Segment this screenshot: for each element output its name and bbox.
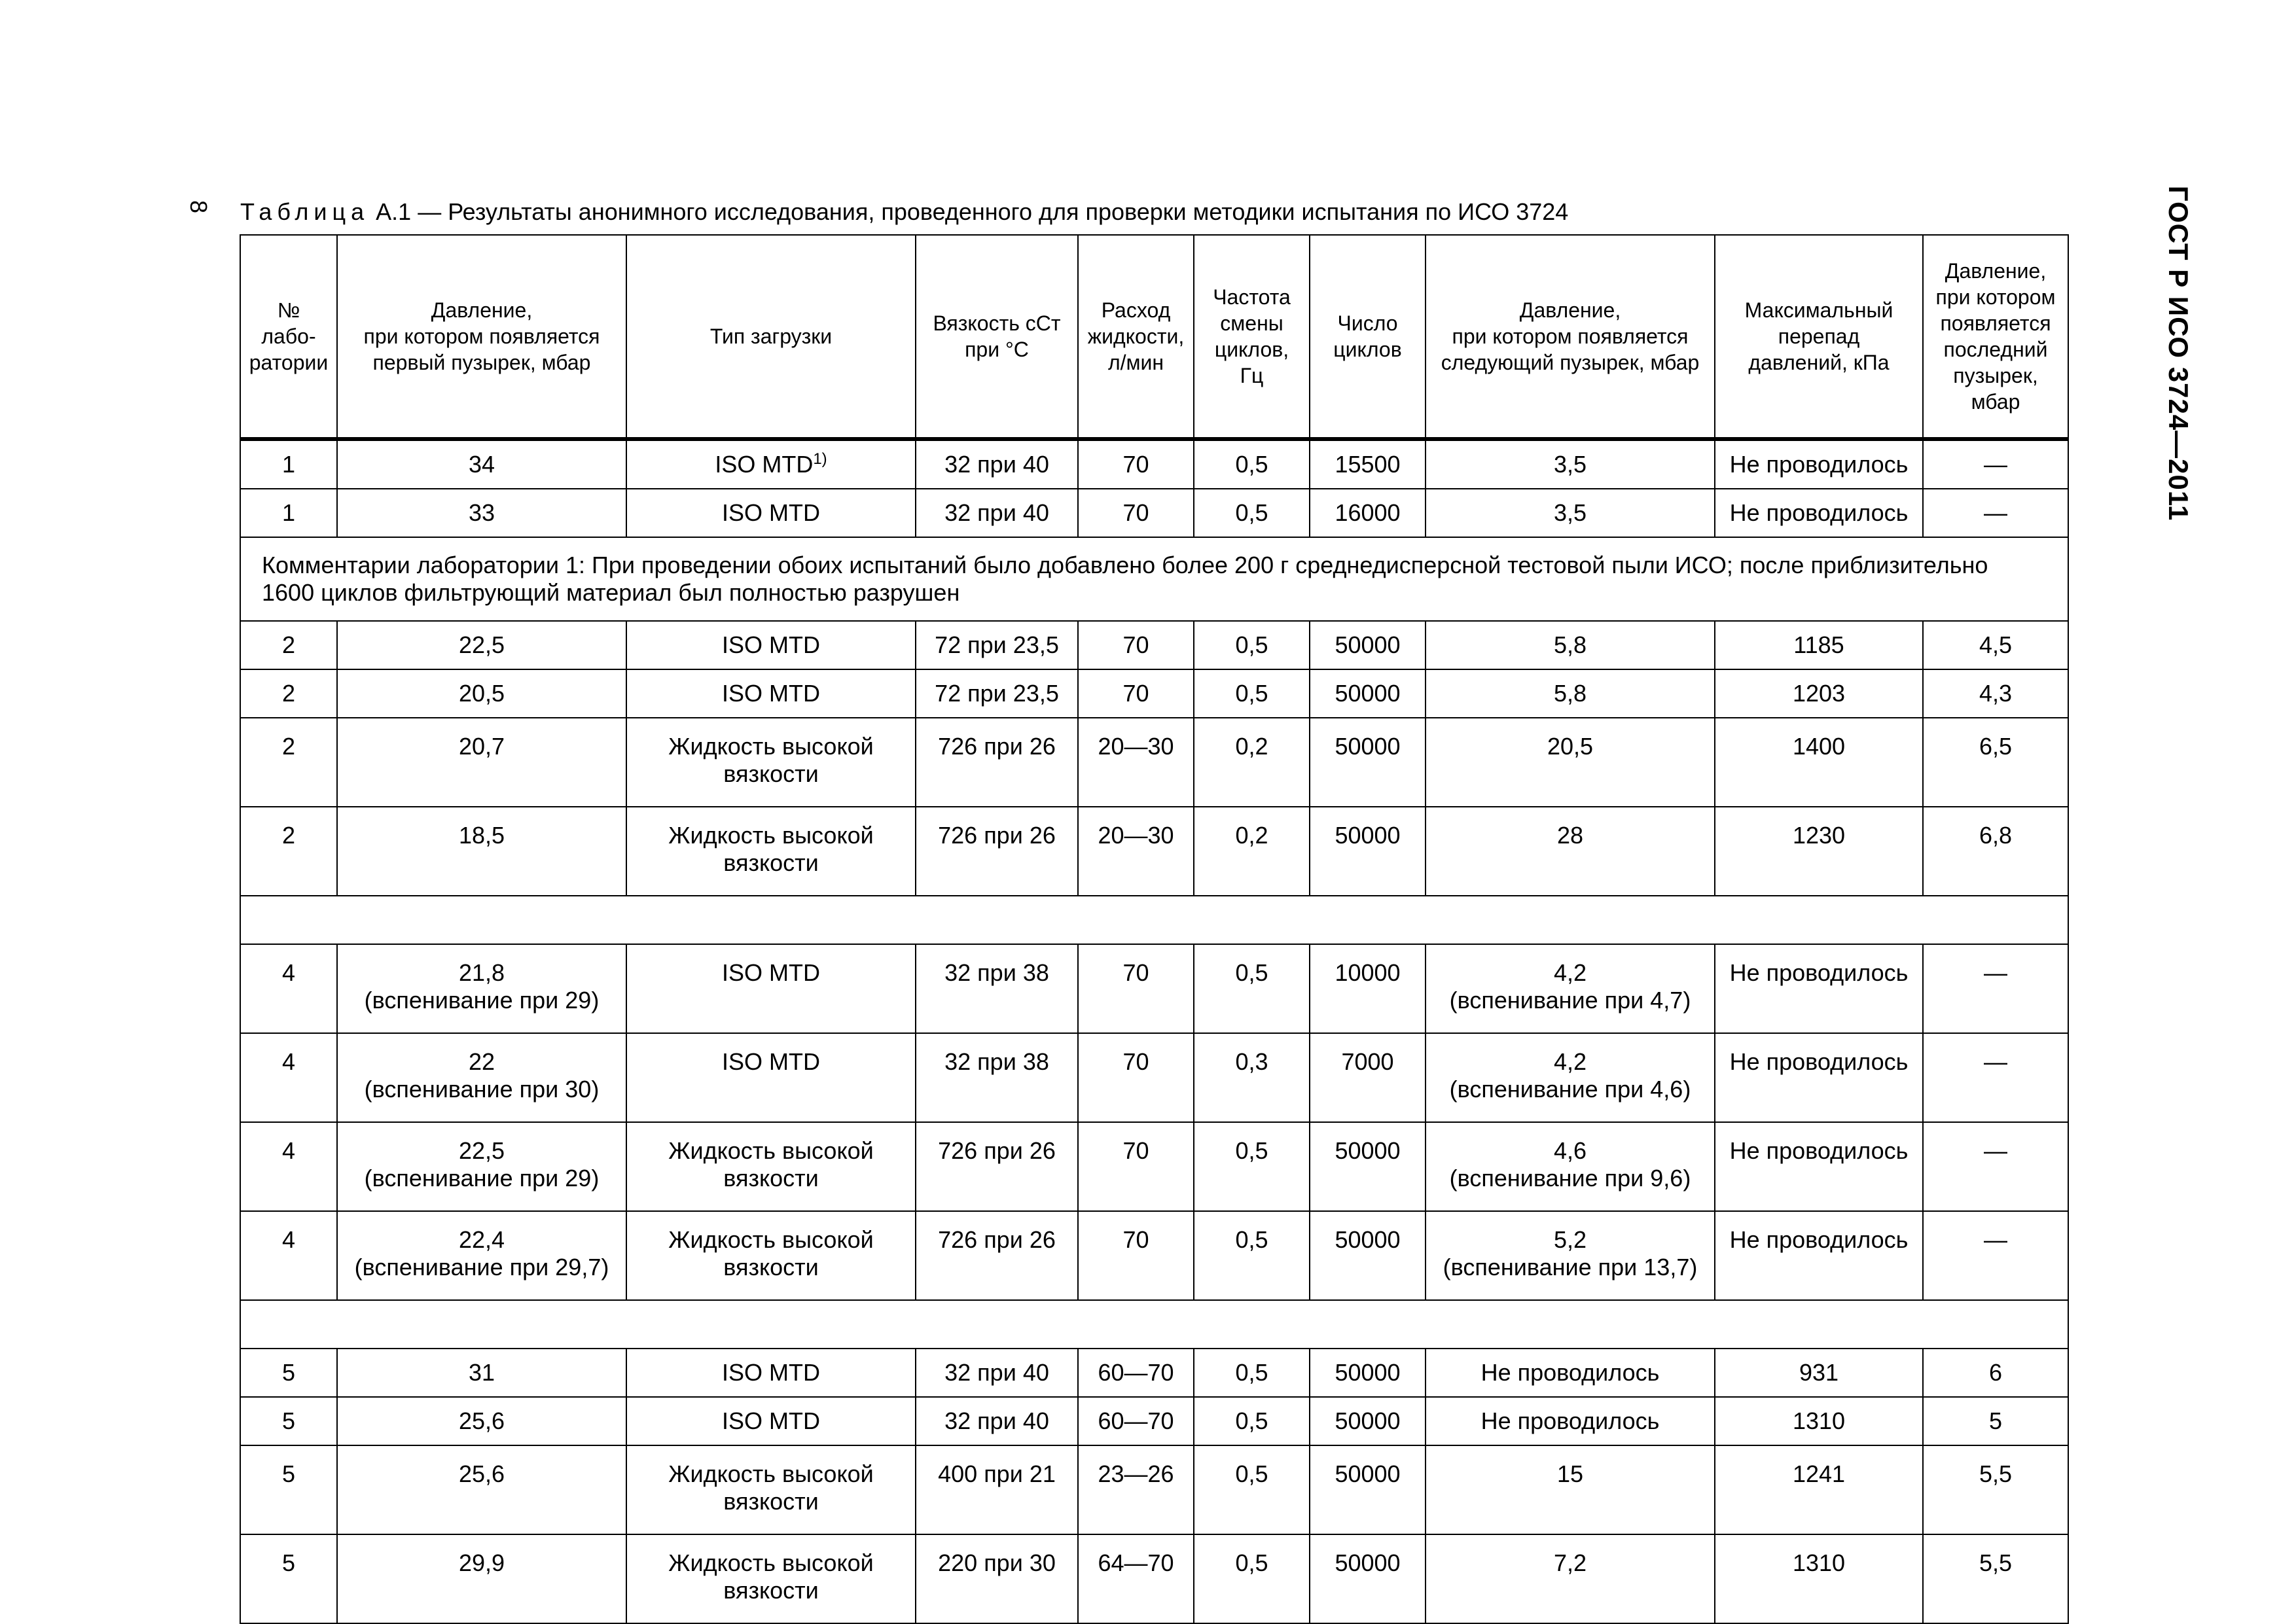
cell-line: (вспенивание при 13,7) bbox=[1443, 1254, 1698, 1280]
cell-line: Частота bbox=[1213, 285, 1291, 309]
document-code: ГОСТ Р ИСО 3724—2011 bbox=[2163, 185, 2194, 521]
results-table bbox=[240, 234, 2069, 1624]
separator-row bbox=[240, 896, 2068, 944]
cell-line: Жидкость высокой bbox=[668, 733, 874, 760]
cell-line: 31 bbox=[468, 1359, 495, 1386]
table-row bbox=[240, 944, 2068, 1033]
cell-cycle-frequency: 0,5 bbox=[1194, 621, 1310, 669]
cell-line: 34 bbox=[468, 451, 495, 478]
cell-flow-rate: 70 bbox=[1078, 944, 1194, 1033]
cell-line: давлений, кПа bbox=[1748, 351, 1890, 374]
cell-line: 20,5 bbox=[1547, 733, 1594, 760]
cell-line: циклов, bbox=[1214, 338, 1289, 361]
cell-cycle-frequency: 0,5 bbox=[1194, 1445, 1310, 1534]
lab-comment bbox=[240, 537, 2068, 621]
cell-viscosity: 726 при 26 bbox=[916, 1211, 1078, 1300]
cell-max-pressure-drop: Не проводилось bbox=[1715, 1122, 1923, 1211]
cell-line: 15 bbox=[1556, 1460, 1584, 1487]
cell-lab: 5 bbox=[240, 1397, 337, 1445]
cell-viscosity: 726 при 26 bbox=[916, 807, 1078, 896]
cell-lab: 5 bbox=[240, 1445, 337, 1534]
cell-load-type bbox=[626, 1033, 916, 1122]
cell-max-pressure-drop: 1310 bbox=[1715, 1397, 1923, 1445]
cell-line: 20,5 bbox=[458, 680, 505, 707]
cell-first-bubble-pressure bbox=[337, 1033, 626, 1122]
cell-line: вязкости bbox=[723, 1577, 819, 1604]
cell-viscosity: 32 при 38 bbox=[916, 944, 1078, 1033]
cell-line: ISO MTD bbox=[722, 1407, 820, 1434]
header-next-bubble-pressure bbox=[1426, 235, 1715, 439]
cell-line: 25,6 bbox=[458, 1407, 505, 1434]
cell-max-pressure-drop: 931 bbox=[1715, 1349, 1923, 1397]
cell-first-bubble-pressure bbox=[337, 1349, 626, 1397]
cell-flow-rate: 70 bbox=[1078, 1033, 1194, 1122]
cell-line: 7,2 bbox=[1553, 1549, 1587, 1576]
cell-load-type bbox=[626, 621, 916, 669]
header-last-bubble-pressure bbox=[1923, 235, 2068, 439]
cell-line: Максимальный bbox=[1744, 298, 1893, 322]
cell-line: Вязкость сСт bbox=[933, 311, 1061, 335]
cell-first-bubble-pressure bbox=[337, 1445, 626, 1534]
cell-line: последний bbox=[1943, 338, 2048, 361]
cell-lab: 4 bbox=[240, 1122, 337, 1211]
table-body bbox=[240, 439, 2068, 1623]
cell-line: смены bbox=[1220, 311, 1283, 335]
cell-line: Жидкость высокой bbox=[668, 1137, 874, 1164]
cell-line: 25,6 bbox=[458, 1460, 505, 1487]
header-first-bubble-pressure bbox=[337, 235, 626, 439]
cell-cycle-frequency: 0,5 bbox=[1194, 439, 1310, 489]
cell-viscosity: 32 при 40 bbox=[916, 489, 1078, 537]
cell-lab: 4 bbox=[240, 1033, 337, 1122]
header-load-type bbox=[626, 235, 916, 439]
cell-line: ISO MTD bbox=[722, 959, 820, 986]
cell-viscosity: 220 при 30 bbox=[916, 1534, 1078, 1623]
cell-line: Не проводилось bbox=[1480, 1359, 1660, 1386]
cell-line: ISO MTD bbox=[722, 680, 820, 707]
cell-line: вязкости bbox=[723, 760, 819, 787]
cell-line: следующий пузырек, мбар bbox=[1441, 351, 1700, 374]
cell-line: (вспенивание при 9,6) bbox=[1449, 1165, 1691, 1192]
cell-line: мбар bbox=[1971, 390, 2020, 414]
separator-row bbox=[240, 1300, 2068, 1349]
cell-load-type bbox=[626, 1534, 916, 1623]
cell-line: Тип загрузки bbox=[709, 325, 833, 348]
cell-line: 4,2 bbox=[1553, 959, 1587, 986]
cell-max-pressure-drop: 1230 bbox=[1715, 807, 1923, 896]
table-row bbox=[240, 439, 2068, 489]
cell-last-bubble-pressure: — bbox=[1923, 1211, 2068, 1300]
cell-first-bubble-pressure bbox=[337, 807, 626, 896]
header-cycle-count bbox=[1310, 235, 1426, 439]
cell-load-type bbox=[626, 944, 916, 1033]
header-row bbox=[240, 235, 2068, 439]
cell-last-bubble-pressure: 5 bbox=[1923, 1397, 2068, 1445]
cell-max-pressure-drop: Не проводилось bbox=[1715, 439, 1923, 489]
cell-line: 22,5 bbox=[458, 631, 505, 658]
cell-line: Давление, bbox=[431, 298, 533, 322]
cell-line: Давление, bbox=[1945, 259, 2047, 283]
cell-max-pressure-drop: 1310 bbox=[1715, 1534, 1923, 1623]
table-row bbox=[240, 1211, 2068, 1300]
cell-line: появляется bbox=[1940, 311, 2051, 335]
cell-cycle-count: 50000 bbox=[1310, 621, 1426, 669]
cell-cycle-count: 50000 bbox=[1310, 1122, 1426, 1211]
cell-load-type bbox=[626, 669, 916, 718]
cell-cycle-frequency: 0,5 bbox=[1194, 1397, 1310, 1445]
cell-first-bubble-pressure bbox=[337, 1211, 626, 1300]
cell-cycle-frequency: 0,5 bbox=[1194, 1534, 1310, 1623]
cell-line: 20,7 bbox=[458, 733, 505, 760]
cell-viscosity: 32 при 40 bbox=[916, 439, 1078, 489]
cell-cycle-count: 50000 bbox=[1310, 1349, 1426, 1397]
cell-viscosity: 72 при 23,5 bbox=[916, 669, 1078, 718]
cell-line: Расход bbox=[1101, 298, 1171, 322]
cell-line: ISO MTD bbox=[715, 451, 814, 478]
cell-first-bubble-pressure bbox=[337, 718, 626, 807]
separator-cell bbox=[240, 896, 2068, 944]
cell-last-bubble-pressure: 6,8 bbox=[1923, 807, 2068, 896]
cell-line: вязкости bbox=[723, 1488, 819, 1515]
cell-line: вязкости bbox=[723, 849, 819, 876]
cell-cycle-count: 50000 bbox=[1310, 1211, 1426, 1300]
cell-flow-rate: 70 bbox=[1078, 1211, 1194, 1300]
cell-cycle-count: 50000 bbox=[1310, 1397, 1426, 1445]
cell-last-bubble-pressure: — bbox=[1923, 1122, 2068, 1211]
table-row bbox=[240, 1033, 2068, 1122]
cell-next-bubble-pressure bbox=[1426, 1397, 1715, 1445]
cell-next-bubble-pressure bbox=[1426, 1211, 1715, 1300]
cell-line: при котором bbox=[1935, 285, 2056, 309]
cell-line: № bbox=[277, 298, 300, 322]
cell-line: пузырек, bbox=[1953, 364, 2038, 387]
table-row bbox=[240, 1397, 2068, 1445]
caption-text: А.1 — Результаты анонимного исследования, проведенного для проверки методики испытания по ИСО 3724 bbox=[369, 198, 1569, 225]
cell-next-bubble-pressure bbox=[1426, 1349, 1715, 1397]
cell-lab: 5 bbox=[240, 1534, 337, 1623]
cell-lab: 4 bbox=[240, 944, 337, 1033]
cell-line: первый пузырек, мбар bbox=[372, 351, 591, 374]
cell-line: вязкости bbox=[723, 1165, 819, 1192]
cell-first-bubble-pressure bbox=[337, 489, 626, 537]
cell-next-bubble-pressure bbox=[1426, 621, 1715, 669]
cell-cycle-count: 50000 bbox=[1310, 718, 1426, 807]
cell-viscosity: 400 при 21 bbox=[916, 1445, 1078, 1534]
table-row bbox=[240, 807, 2068, 896]
cell-line: 18,5 bbox=[458, 822, 505, 849]
cell-load-type bbox=[626, 439, 916, 489]
cell-lab: 2 bbox=[240, 718, 337, 807]
cell-cycle-frequency: 0,2 bbox=[1194, 718, 1310, 807]
cell-line: (вспенивание при 30) bbox=[364, 1076, 600, 1103]
cell-line: 3,5 bbox=[1553, 499, 1587, 526]
cell-last-bubble-pressure: — bbox=[1923, 439, 2068, 489]
cell-flow-rate: 70 bbox=[1078, 669, 1194, 718]
cell-last-bubble-pressure: 5,5 bbox=[1923, 1445, 2068, 1534]
cell-next-bubble-pressure bbox=[1426, 1445, 1715, 1534]
cell-line: 33 bbox=[468, 499, 495, 526]
cell-next-bubble-pressure bbox=[1426, 439, 1715, 489]
cell-line: 5,2 bbox=[1553, 1226, 1587, 1253]
cell-next-bubble-pressure bbox=[1426, 944, 1715, 1033]
cell-line: при котором появляется bbox=[363, 325, 600, 348]
cell-next-bubble-pressure bbox=[1426, 669, 1715, 718]
cell-first-bubble-pressure bbox=[337, 1397, 626, 1445]
cell-line: Жидкость высокой bbox=[668, 1549, 874, 1576]
cell-cycle-count: 50000 bbox=[1310, 1445, 1426, 1534]
cell-lab: 2 bbox=[240, 669, 337, 718]
cell-line: ISO MTD bbox=[722, 1048, 820, 1075]
cell-first-bubble-pressure bbox=[337, 621, 626, 669]
cell-line: Давление, bbox=[1519, 298, 1621, 322]
cell-line: жидкости, bbox=[1087, 325, 1185, 348]
cell-last-bubble-pressure: — bbox=[1923, 489, 2068, 537]
cell-first-bubble-pressure bbox=[337, 669, 626, 718]
cell-max-pressure-drop: Не проводилось bbox=[1715, 944, 1923, 1033]
cell-line: лабо- bbox=[261, 325, 316, 348]
cell-load-type bbox=[626, 1122, 916, 1211]
cell-viscosity: 32 при 40 bbox=[916, 1397, 1078, 1445]
cell-line: при котором появляется bbox=[1452, 325, 1689, 348]
cell-viscosity: 32 при 40 bbox=[916, 1349, 1078, 1397]
table-row bbox=[240, 1349, 2068, 1397]
cell-line: вязкости bbox=[723, 1254, 819, 1280]
comment-row bbox=[240, 537, 2068, 621]
cell-next-bubble-pressure bbox=[1426, 718, 1715, 807]
cell-last-bubble-pressure: 6,5 bbox=[1923, 718, 2068, 807]
table-row bbox=[240, 1122, 2068, 1211]
header-viscosity bbox=[916, 235, 1078, 439]
table-row bbox=[240, 1534, 2068, 1623]
cell-line: 5,8 bbox=[1553, 680, 1587, 707]
header-flow-rate bbox=[1078, 235, 1194, 439]
cell-line: 3,5 bbox=[1553, 451, 1587, 478]
cell-line: Жидкость высокой bbox=[668, 822, 874, 849]
cell-cycle-count: 50000 bbox=[1310, 1534, 1426, 1623]
cell-flow-rate: 70 bbox=[1078, 1122, 1194, 1211]
cell-first-bubble-pressure bbox=[337, 944, 626, 1033]
cell-line: Гц bbox=[1240, 364, 1264, 387]
header-cycle-frequency bbox=[1194, 235, 1310, 439]
cell-last-bubble-pressure: — bbox=[1923, 944, 2068, 1033]
header-lab bbox=[240, 235, 337, 439]
cell-lab: 1 bbox=[240, 439, 337, 489]
cell-cycle-frequency: 0,5 bbox=[1194, 669, 1310, 718]
cell-cycle-count: 7000 bbox=[1310, 1033, 1426, 1122]
cell-load-type bbox=[626, 718, 916, 807]
cell-line: ратории bbox=[249, 351, 329, 374]
cell-line: 4,6 bbox=[1553, 1137, 1587, 1164]
cell-lab: 4 bbox=[240, 1211, 337, 1300]
cell-cycle-count: 10000 bbox=[1310, 944, 1426, 1033]
cell-line: Не проводилось bbox=[1480, 1407, 1660, 1434]
cell-cycle-frequency: 0,5 bbox=[1194, 489, 1310, 537]
page-number: 8 bbox=[185, 200, 212, 214]
cell-line: 22 bbox=[468, 1048, 495, 1075]
cell-last-bubble-pressure: — bbox=[1923, 1033, 2068, 1122]
cell-flow-rate: 70 bbox=[1078, 621, 1194, 669]
cell-line: 22,5 bbox=[458, 1137, 505, 1164]
cell-line: перепад bbox=[1778, 325, 1860, 348]
cell-max-pressure-drop: 1241 bbox=[1715, 1445, 1923, 1534]
cell-next-bubble-pressure bbox=[1426, 489, 1715, 537]
cell-load-type bbox=[626, 1397, 916, 1445]
cell-last-bubble-pressure: 4,3 bbox=[1923, 669, 2068, 718]
cell-next-bubble-pressure bbox=[1426, 807, 1715, 896]
cell-cycle-frequency: 0,2 bbox=[1194, 807, 1310, 896]
cell-flow-rate: 20—30 bbox=[1078, 807, 1194, 896]
cell-cycle-frequency: 0,5 bbox=[1194, 1349, 1310, 1397]
table-row bbox=[240, 1445, 2068, 1534]
cell-max-pressure-drop: 1185 bbox=[1715, 621, 1923, 669]
cell-load-type bbox=[626, 1349, 916, 1397]
cell-cycle-frequency: 0,5 bbox=[1194, 1211, 1310, 1300]
cell-last-bubble-pressure: 6 bbox=[1923, 1349, 2068, 1397]
cell-line: 29,9 bbox=[458, 1549, 505, 1576]
cell-cycle-count: 50000 bbox=[1310, 669, 1426, 718]
cell-max-pressure-drop: Не проводилось bbox=[1715, 1033, 1923, 1122]
cell-max-pressure-drop: Не проводилось bbox=[1715, 489, 1923, 537]
cell-line: 5,8 bbox=[1553, 631, 1587, 658]
cell-cycle-frequency: 0,3 bbox=[1194, 1033, 1310, 1122]
cell-first-bubble-pressure bbox=[337, 1534, 626, 1623]
table-caption bbox=[240, 198, 2073, 226]
cell-flow-rate: 23—26 bbox=[1078, 1445, 1194, 1534]
cell-flow-rate: 70 bbox=[1078, 489, 1194, 537]
cell-load-type bbox=[626, 1445, 916, 1534]
cell-first-bubble-pressure bbox=[337, 439, 626, 489]
cell-line: Комментарии лаборатории 1: При проведении обоих испытаний было добавлено более 200 г среднедисперсной тестовой пыли ИСО; после приблизительно bbox=[262, 552, 1988, 578]
cell-line: 1600 циклов фильтрующий материал был полностью разрушен bbox=[262, 579, 960, 606]
cell-viscosity: 726 при 26 bbox=[916, 1122, 1078, 1211]
cell-max-pressure-drop: 1400 bbox=[1715, 718, 1923, 807]
table-row bbox=[240, 621, 2068, 669]
footnote-marker: 1) bbox=[813, 450, 827, 468]
cell-next-bubble-pressure bbox=[1426, 1033, 1715, 1122]
cell-cycle-frequency: 0,5 bbox=[1194, 1122, 1310, 1211]
cell-line: (вспенивание при 29) bbox=[364, 1165, 600, 1192]
cell-line: 28 bbox=[1556, 822, 1584, 849]
cell-load-type bbox=[626, 1211, 916, 1300]
table-row bbox=[240, 718, 2068, 807]
cell-max-pressure-drop: Не проводилось bbox=[1715, 1211, 1923, 1300]
cell-line: л/мин bbox=[1107, 351, 1164, 374]
cell-line: циклов bbox=[1333, 338, 1402, 361]
cell-next-bubble-pressure bbox=[1426, 1122, 1715, 1211]
separator-cell bbox=[240, 1300, 2068, 1349]
cell-load-type bbox=[626, 489, 916, 537]
cell-flow-rate: 60—70 bbox=[1078, 1349, 1194, 1397]
cell-line: (вспенивание при 29) bbox=[364, 987, 600, 1014]
cell-load-type bbox=[626, 807, 916, 896]
cell-cycle-count: 16000 bbox=[1310, 489, 1426, 537]
cell-max-pressure-drop: 1203 bbox=[1715, 669, 1923, 718]
cell-lab: 2 bbox=[240, 807, 337, 896]
cell-lab: 2 bbox=[240, 621, 337, 669]
cell-line: ISO MTD bbox=[722, 499, 820, 526]
caption-label: Таблица bbox=[240, 198, 370, 225]
cell-lab: 1 bbox=[240, 489, 337, 537]
cell-line: при °С bbox=[965, 338, 1029, 361]
cell-line: 4,2 bbox=[1553, 1048, 1587, 1075]
cell-flow-rate: 64—70 bbox=[1078, 1534, 1194, 1623]
cell-flow-rate: 60—70 bbox=[1078, 1397, 1194, 1445]
cell-line: ISO MTD bbox=[722, 1359, 820, 1386]
cell-line: ISO MTD bbox=[722, 631, 820, 658]
cell-line: (вспенивание при 4,7) bbox=[1449, 987, 1691, 1014]
cell-line: Жидкость высокой bbox=[668, 1226, 874, 1253]
cell-viscosity: 726 при 26 bbox=[916, 718, 1078, 807]
cell-line: (вспенивание при 29,7) bbox=[354, 1254, 609, 1280]
cell-flow-rate: 70 bbox=[1078, 439, 1194, 489]
cell-cycle-frequency: 0,5 bbox=[1194, 944, 1310, 1033]
header-max-pressure-drop bbox=[1715, 235, 1923, 439]
cell-line: Жидкость высокой bbox=[668, 1460, 874, 1487]
cell-cycle-count: 15500 bbox=[1310, 439, 1426, 489]
cell-last-bubble-pressure: 5,5 bbox=[1923, 1534, 2068, 1623]
cell-line: 22,4 bbox=[458, 1226, 505, 1253]
cell-next-bubble-pressure bbox=[1426, 1534, 1715, 1623]
table-row bbox=[240, 669, 2068, 718]
cell-lab: 5 bbox=[240, 1349, 337, 1397]
cell-line: 21,8 bbox=[458, 959, 505, 986]
cell-line: Число bbox=[1337, 311, 1398, 335]
table-row bbox=[240, 489, 2068, 537]
cell-first-bubble-pressure bbox=[337, 1122, 626, 1211]
cell-last-bubble-pressure: 4,5 bbox=[1923, 621, 2068, 669]
cell-cycle-count: 50000 bbox=[1310, 807, 1426, 896]
cell-viscosity: 72 при 23,5 bbox=[916, 621, 1078, 669]
cell-line: (вспенивание при 4,6) bbox=[1449, 1076, 1691, 1103]
cell-flow-rate: 20—30 bbox=[1078, 718, 1194, 807]
cell-viscosity: 32 при 38 bbox=[916, 1033, 1078, 1122]
